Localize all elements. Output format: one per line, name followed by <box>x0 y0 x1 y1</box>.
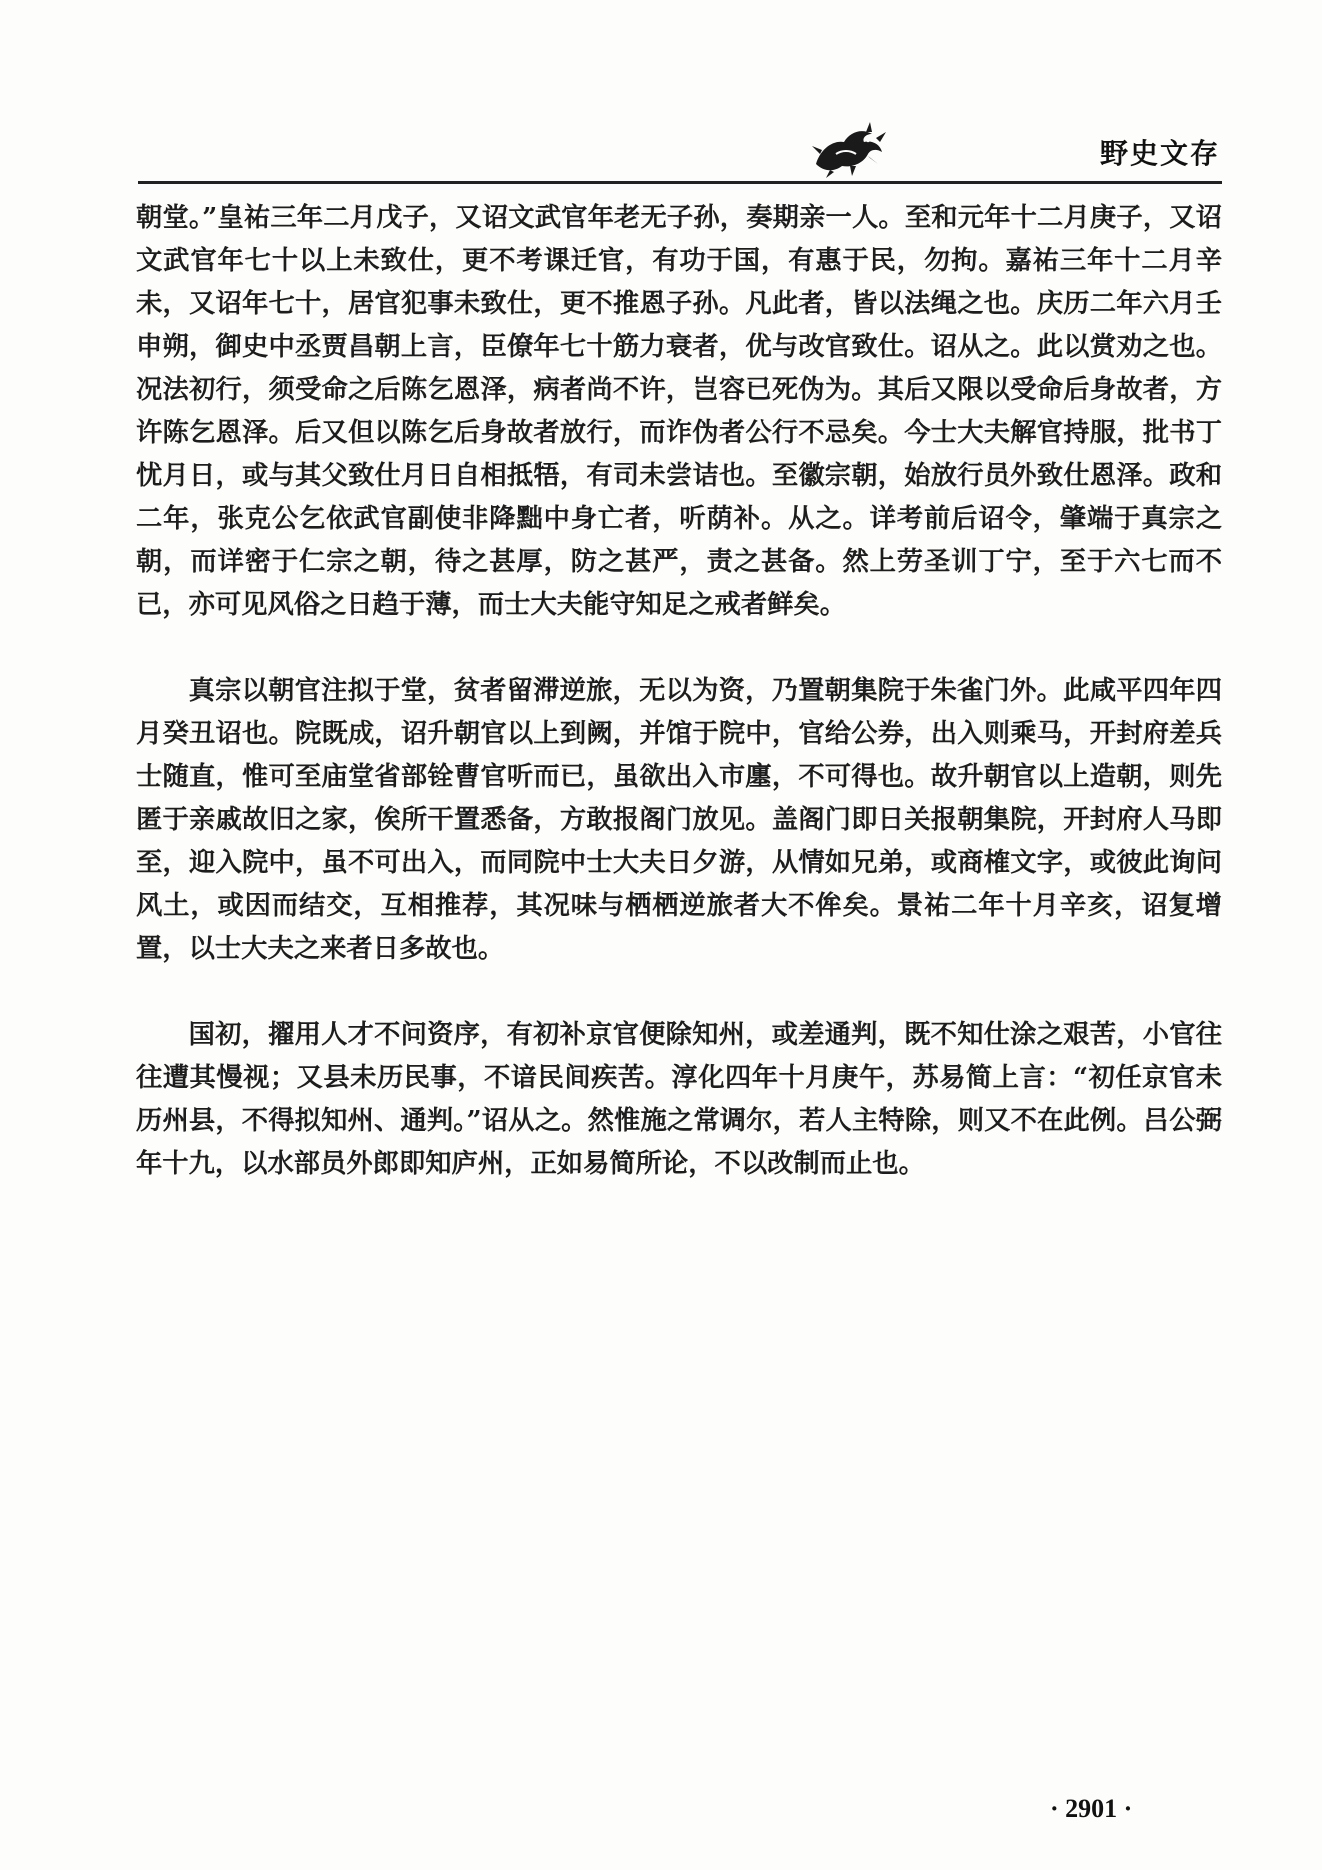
running-header <box>138 118 1222 184</box>
body-text <box>136 196 1222 1185</box>
header-title: 野史文存 <box>1099 137 1220 170</box>
paragraph-2: 真宗以朝官注拟于堂，贫者留滞逆旅，无以为资，乃置朝集院于朱雀门外。此咸平四年四月癸丑诏也。院既成，诏升朝官以上到阙，并馆于院中，官给公券，出入则乘马，开封府差兵士随直，惟可至庙堂省部铨曹官听而已，虽欲出入市廛，不可得也。故升朝官以上造朝，则先匿于亲戚故旧之家，俟所干置悉备，方敢报阁门放见。盖阁门即日关报朝集院，开封府人马即至，迎入院中，虽不可出入，而同院中士大夫日夕游，从情如兄弟，或商榷文字，或彼此询问风土，或因而结交，互相推荐，其况味与栖栖逆旅者大不侔矣。景祐二年十月辛亥，诏复增置，以士大夫之来者日多故也。 <box>136 675 1222 964</box>
header-rule <box>138 181 1222 184</box>
paragraph-1: 朝堂。”皇祐三年二月戊子，又诏文武官年老无子孙，奏期亲一人。至和元年十二月庚子，又诏文武官年七十以上未致仕，更不考课迁官，有功于国，有惠于民，勿拘。嘉祐三年十二月辛未，又诏年七十，居官犯事未致仕，更不推恩子孙。凡此者，皆以法绳之也。庆历二年六月壬申朔，御史中丞贾昌朝上言，臣僚年七十筋力衰者，优与改官致仕。诏从之。此以赏劝之也。况法初行，须受命之后陈乞恩泽，病者尚不许，岂容已死伪为。其后又限以受命后身故者，方许陈乞恩泽。后又但以陈乞后身故者放行，而诈伪者公行不忌矣。今士大夫解官持服，批书丁忧月日，或与其父致仕月日自相抵牾，有司未尝诘也。至徽宗朝，始放行员外致仕恩泽。政和二年，张克公乞依武官副使非降黜中身亡者，听荫补。从之。详考前后诏令，肇端于真宗之朝，而详密于仁宗之朝，待之甚厚，防之甚严，责之甚备。然上劳圣训丁宁，至于六七而不已，亦可见风俗之日趋于薄，而士大夫能守知足之戒者鲜矣。 <box>136 202 1222 620</box>
page-number: · 2901 · <box>1050 1794 1133 1823</box>
dragon-emblem-icon <box>806 120 890 180</box>
paragraph-3: 国初，擢用人才不问资序，有初补京官便除知州，或差通判，既不知仕涂之艰苦，小官往往遭其慢视；又县未历民事，不谙民间疾苦。淳化四年十月庚午，苏易简上言：“初任京官未历州县，不得拟知州、通判。”诏从之。然惟施之常调尔，若人主特除，则又不在此例。吕公弼年十九，以水部员外郎即知庐州，正如易简所论，不以改制而止也。 <box>136 1019 1222 1179</box>
